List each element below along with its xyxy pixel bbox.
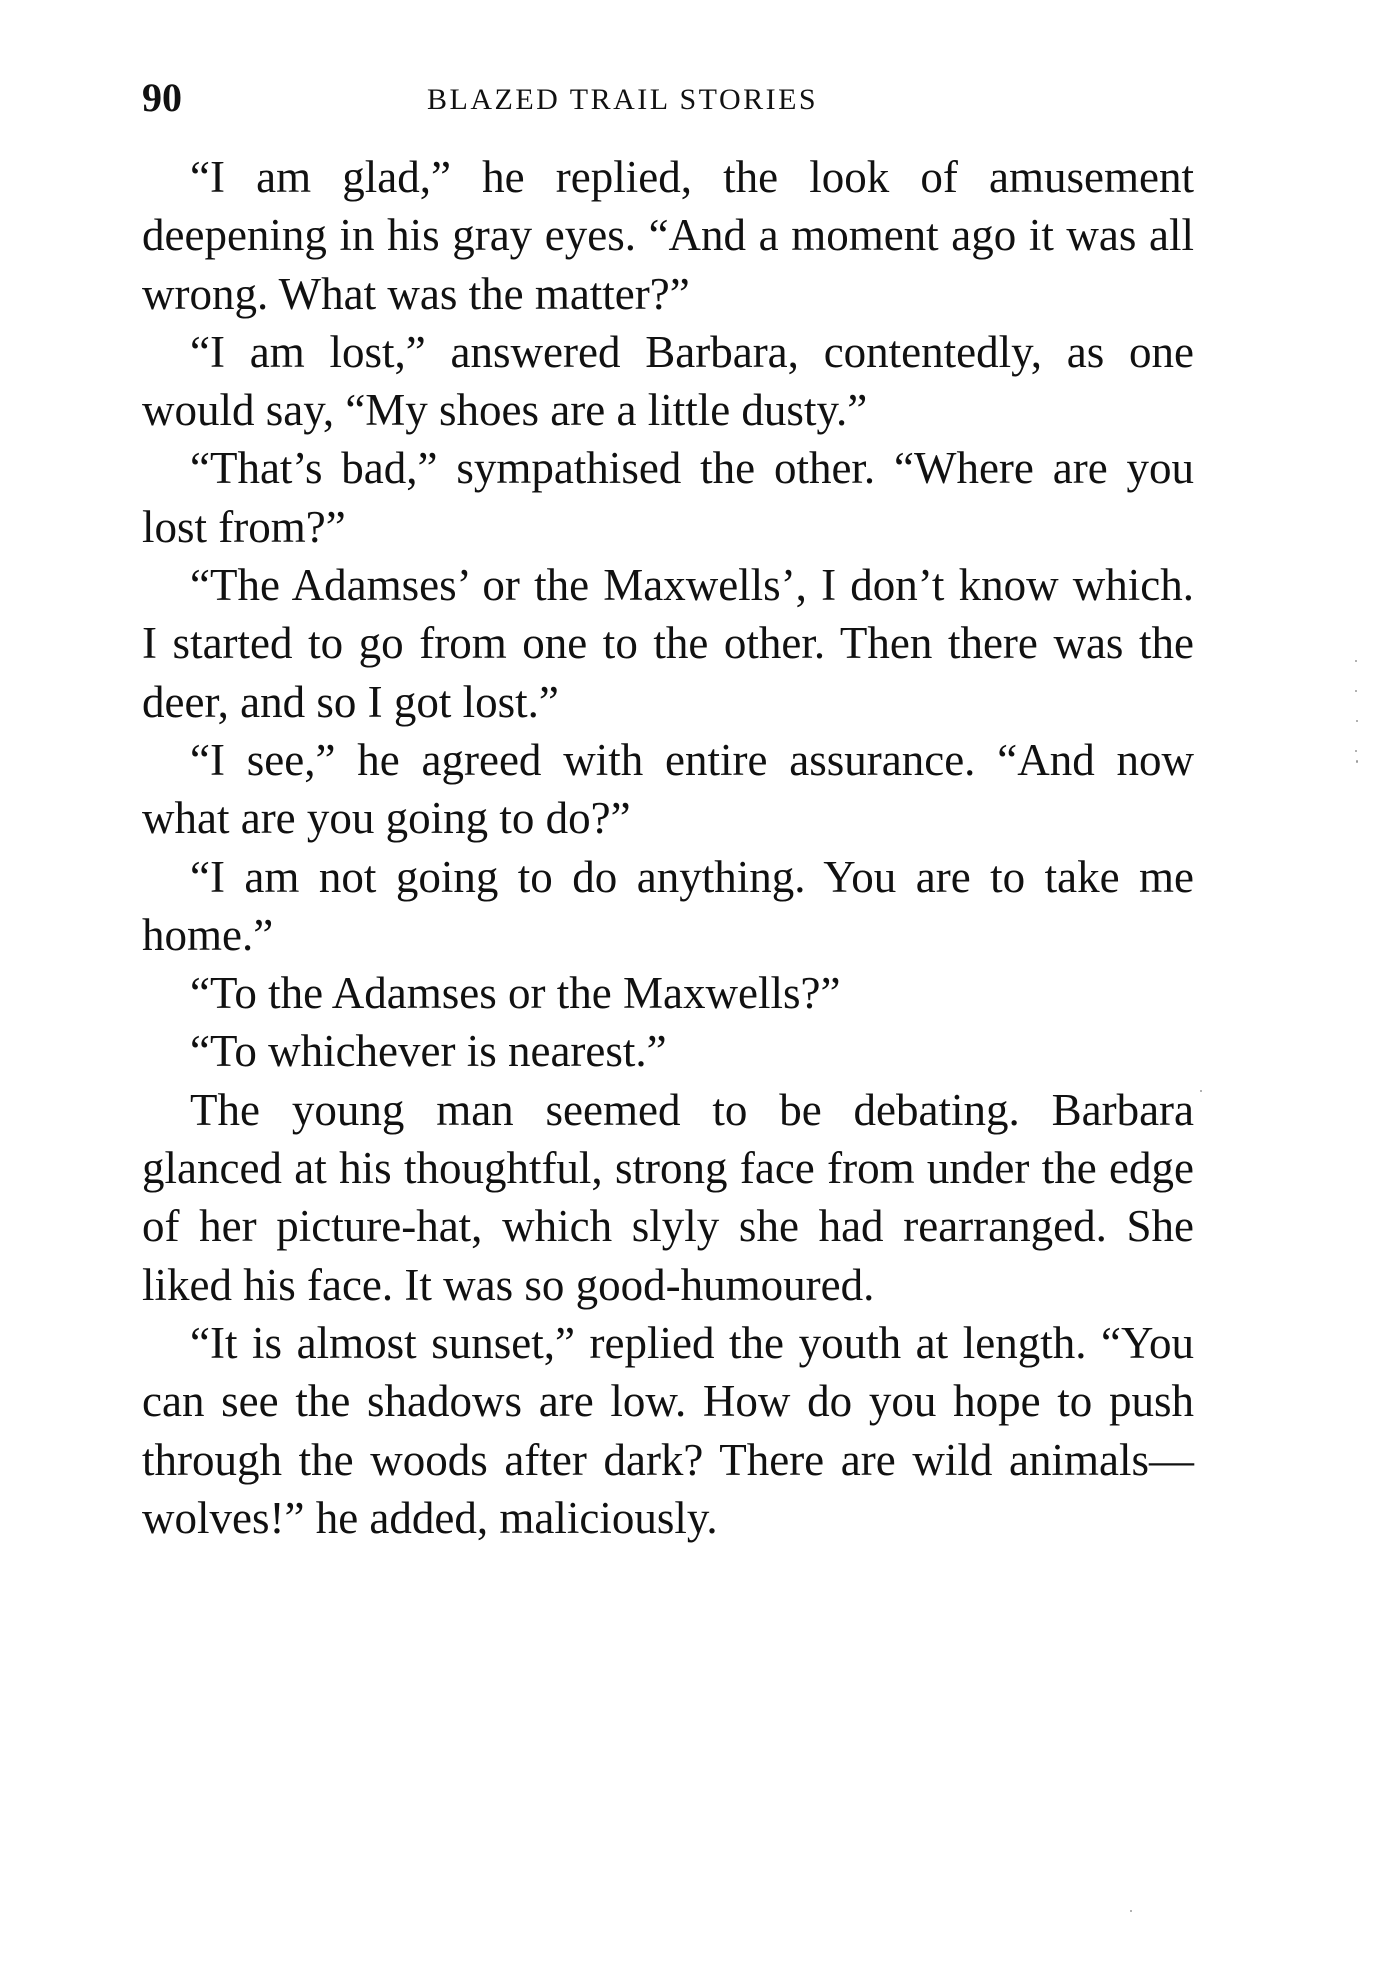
scan-speck (1355, 660, 1357, 662)
paragraph: “That’s bad,” sympathised the other. “Where are you lost from?” (142, 443, 1194, 552)
paragraph: “To whichever is nearest.” (190, 1026, 667, 1077)
paragraph: The young man seemed to be debating. Barbara glanced at his thoughtful, strong face from under the edge of her picture-hat, which slyly she had rearranged. She liked his face. It was so good-humoured. (142, 1084, 1194, 1310)
paragraph: “To the Adamses or the Maxwells?” (190, 968, 841, 1019)
paragraph: “I am glad,” he replied, the look of amusement deepening in his gray eyes. “And a moment ago it was all wrong. What was the matter?” (142, 152, 1194, 319)
scan-speck (1355, 750, 1357, 752)
scan-speck (1356, 760, 1358, 763)
paragraph: “The Adamses’ or the Maxwells’, I don’t know which. I started to go from one to the other. Then there was the deer, and so I got lost.” (142, 560, 1194, 727)
paragraph: “I am lost,” answered Barbara, contentedly, as one would say, “My shoes are a little dusty.” (142, 326, 1194, 436)
scan-speck (1356, 720, 1358, 722)
body-text (142, 148, 1194, 1547)
running-title: BLAZED TRAIL STORIES (427, 83, 819, 116)
running-head (142, 72, 1194, 124)
page-number: 90 (142, 75, 182, 120)
paragraph: “I see,” he agreed with entire assurance. “And now what are you going to do?” (142, 734, 1194, 844)
scan-speck (1355, 690, 1357, 692)
paragraph: “It is almost sunset,” replied the youth at length. “You can see the shadows are low. How do you hope to push through the woods after dark? There are wild animals—wolves!” he added, maliciously. (142, 1317, 1194, 1543)
paragraph: “I am not going to do anything. You are to take me home.” (142, 851, 1194, 960)
scan-speck (1130, 1910, 1132, 1912)
scan-speck (1200, 1090, 1202, 1092)
